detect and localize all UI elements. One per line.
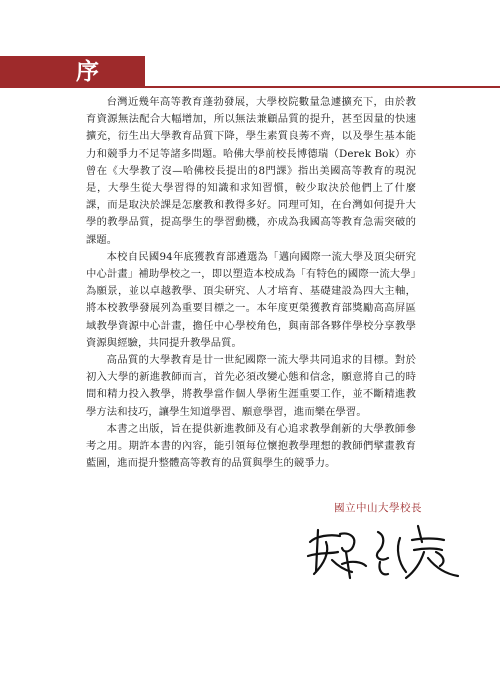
paragraph-1: 台灣近幾年高等教育蓬勃發展，大學校院數量急遽擴充下，由於教育資源無法配合大幅增加，所以無法兼顧品質的提升，甚至因量的快速擴充，衍生出大學教育品質下降，學生素質良莠不齊，以及學生基本能力和競爭力不足等諸多問題。哈佛大學前校長博德瑞（Derek Bok）亦曾在《大學教了沒—哈佛校長提出的8門課》指出美國高等教育的現況是，大學生從大學習得的知識和求知習慣，較少取決於他們上了什麼課，而是取決於課是怎麼教和教得多好。同理可知，在台灣如何提升大學的教學品質，提高學生的學習動機，亦成為我國高等教育急需突破的課題。	[86, 96, 416, 246]
title-banner	[0, 56, 145, 88]
preface-body	[86, 94, 416, 472]
handwritten-signature	[296, 512, 466, 592]
paragraph-4: 本書之出版，旨在提供新進教師及有心追求教學創新的大學教師參考之用。期許本書的內容，能引領每位懷抱教學理想的教師們擘畫教育藍圖，進而提升整體高等教育的品質與學生的競爭力。	[86, 422, 416, 470]
title-rule	[145, 86, 500, 88]
paragraph-2: 本校自民國94年底獲教育部遴選為「邁向國際一流大學及頂尖研究中心計畫」補助學校之一，即以塑造本校成為「有特色的國際一流大學」為願景，並以卓越教學、頂尖研究、人才培育、基礎建設為四大主軸，將本校教學發展列為重要目標之一。本年度更榮獲教育部獎勵高高屏區域教學資源中心計畫，擔任中心學校角色，與南部各夥伴學校分享教學資源與經驗，共同提升教學品質。	[86, 250, 416, 349]
signatory-title: 國立中山大學校長	[334, 502, 422, 514]
signature-block	[0, 500, 500, 590]
page-title: 序	[76, 59, 99, 85]
paragraph-3: 高品質的大學教育是廿一世紀國際一流大學共同追求的目標。對於初入大學的新進教師而言，首先必須改變心態和信念，願意將自己的時間和精力投入教學，將教學當作個人學術生涯重要工作，並不斷精進教學方法和技巧，讓學生知道學習、願意學習，進而樂在學習。	[86, 354, 416, 418]
